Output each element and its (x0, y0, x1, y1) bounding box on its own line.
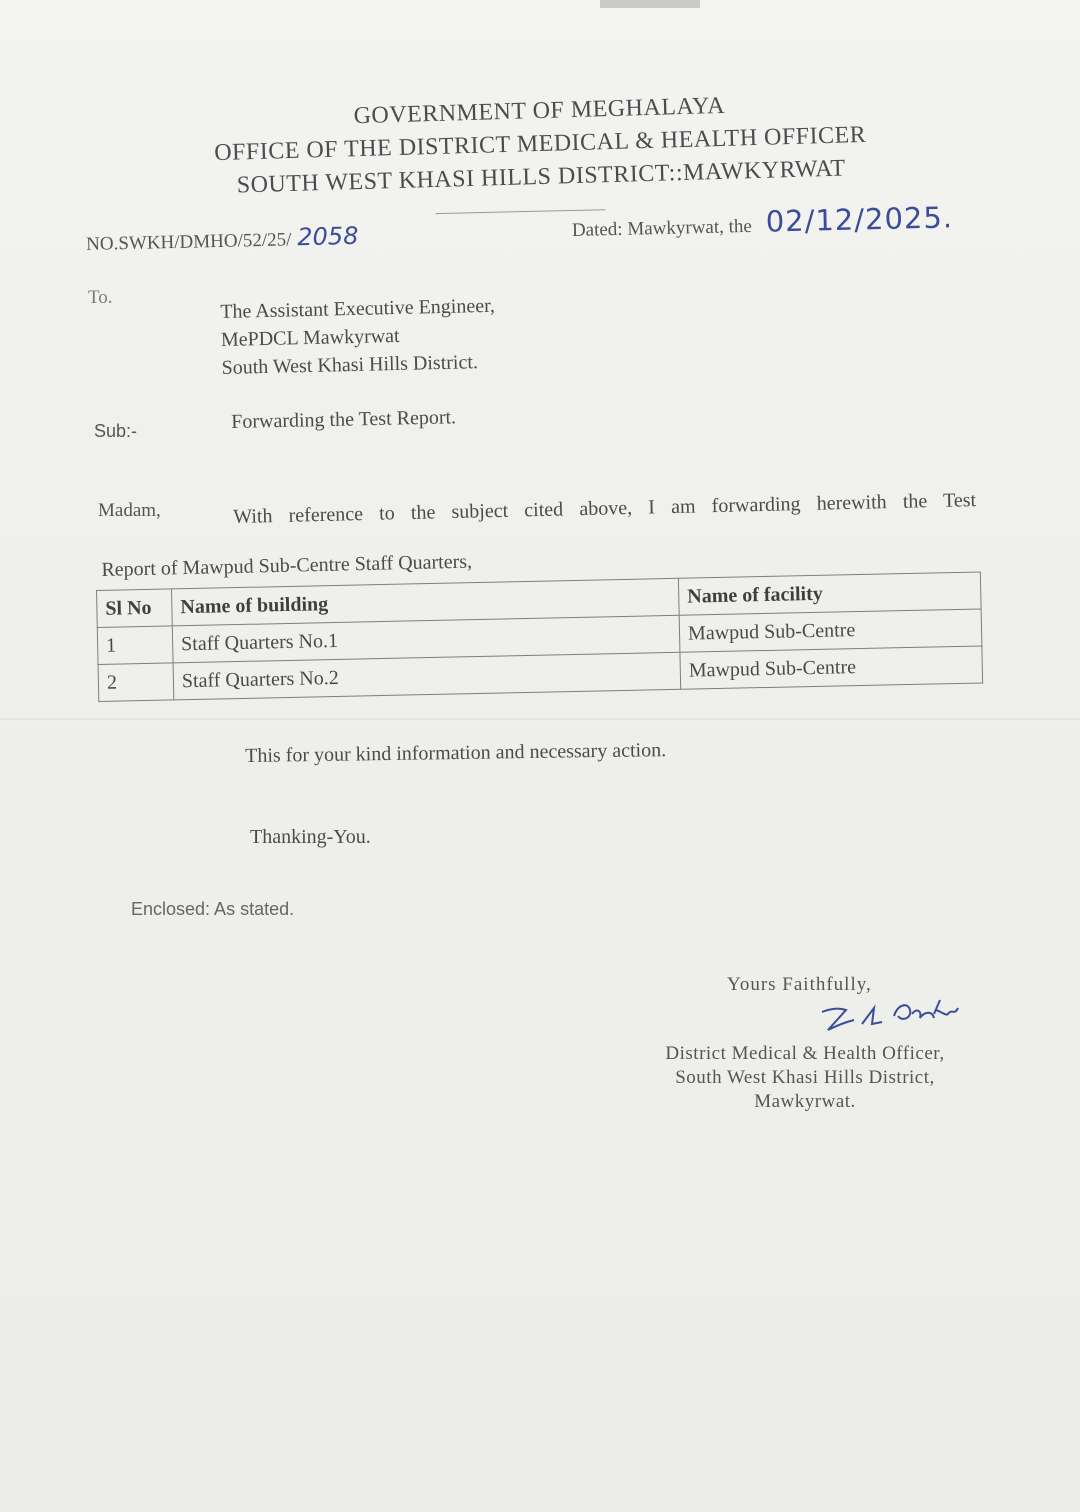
row-building: Staff Quarters No.2 (173, 652, 681, 700)
header-facility: Name of facility (678, 572, 981, 615)
reference-number-handwritten: 2058 (297, 221, 359, 252)
reference-prefix: NO.SWKH/DMHO/52/25/ (85, 229, 292, 255)
designation-block (640, 1042, 970, 1114)
letterhead (0, 80, 1080, 209)
enclosure-note: Enclosed: As stated. (131, 899, 295, 919)
paper-edge (600, 0, 700, 8)
yours-faithfully: Yours Faithfully, (727, 974, 872, 995)
row-facility: Mawpud Sub-Centre (680, 646, 983, 689)
recipient-line-2: MePDCL Mawkyrwat (220, 324, 400, 351)
recipient-address (220, 292, 497, 382)
letterhead-office: OFFICE OF THE DISTRICT MEDICAL & HEALTH OFFICER (213, 121, 867, 167)
recipient-line-1: The Assistant Executive Engineer, (220, 294, 496, 323)
designation-place: Mawkyrwat. (754, 1091, 856, 1112)
salutation: Madam, (98, 500, 161, 521)
row-facility: Mawpud Sub-Centre (679, 609, 982, 652)
paper-fold (0, 718, 1080, 720)
letterhead-district: SOUTH WEST KHASI HILLS DISTRICT::MAWKYRWAT (236, 155, 846, 199)
subject-label: Sub:- (94, 421, 138, 441)
thanks-line: Thanking-You. (250, 826, 371, 848)
subject-text: Forwarding the Test Report. (231, 406, 457, 433)
date-handwritten: 02/12/2025. (765, 200, 954, 239)
to-label: To. (88, 287, 113, 308)
closing-line: This for your kind information and necessary action. (245, 739, 667, 767)
dated-block (571, 200, 953, 243)
header-building: Name of building (171, 578, 679, 626)
recipient-line-3: South West Khasi Hills District. (221, 351, 479, 379)
row-sl-no: 1 (97, 626, 173, 665)
row-sl-no: 2 (98, 663, 174, 702)
body-line-1: With reference to the subject cited above, I am forwarding herewith the Test (233, 489, 977, 528)
reference-number (86, 222, 359, 256)
dated-label: Dated: Mawkyrwat, the (571, 215, 753, 241)
facility-table-wrapper (96, 571, 983, 702)
row-building: Staff Quarters No.1 (172, 615, 680, 663)
designation-district: South West Khasi Hills District, (675, 1067, 935, 1088)
header-sl-no: Sl No (97, 589, 173, 628)
designation-title: District Medical & Health Officer, (665, 1043, 945, 1064)
facility-table (96, 571, 983, 702)
body-line-2: Report of Mawpud Sub-Centre Staff Quarters, (101, 550, 473, 581)
body-paragraph (100, 486, 978, 584)
letterhead-government: GOVERNMENT OF MEGHALAYA (353, 92, 726, 130)
reference-line (86, 196, 1037, 258)
signature (816, 990, 966, 1040)
